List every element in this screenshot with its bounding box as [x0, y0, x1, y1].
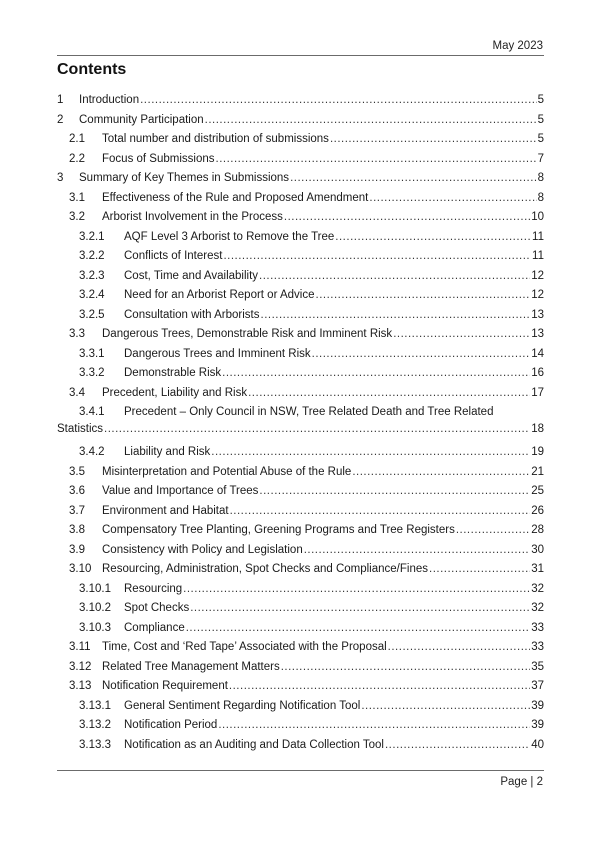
header-date: May 2023: [492, 40, 543, 52]
toc-entry[interactable]: [57, 520, 544, 540]
toc-entry-label: Dangerous Trees and Imminent Risk: [124, 347, 311, 360]
toc-entry-line: [79, 269, 544, 283]
toc-entry-page: 12: [531, 289, 544, 301]
toc-entry-line: [57, 93, 544, 107]
toc-entry-page: 25: [531, 485, 544, 497]
toc-entry-line: [69, 465, 544, 479]
toc-leader-dots: [429, 562, 530, 576]
toc-entry-label: Resourcing, Administration, Spot Checks and Compliance/Fines: [102, 563, 428, 575]
toc-entry-number: 2.1: [69, 133, 85, 145]
toc-entry-line: [79, 601, 544, 615]
toc-entry-label: Resourcing: [124, 582, 183, 595]
toc-entry-label-continued: Statistics: [57, 423, 104, 435]
toc-entry-label: Precedent – Only Council in NSW, Tree Related Death and Tree Related: [124, 406, 494, 418]
toc-entry-label: Liability and Risk: [124, 446, 211, 458]
toc-entry[interactable]: [57, 540, 544, 560]
toc-leader-dots: [312, 347, 531, 361]
toc-entry-line: [57, 171, 544, 185]
toc-entry-page: 32: [531, 582, 544, 595]
toc-entry-line: [79, 288, 544, 302]
toc-entry-line: [79, 308, 544, 322]
toc-leader-dots: [211, 445, 530, 459]
toc-entry[interactable]: [57, 168, 544, 188]
toc-entry-line: [69, 660, 544, 674]
toc-entry-second-line: [57, 422, 544, 436]
toc-entry-number: 3: [57, 172, 64, 184]
toc-entry-line: [69, 386, 544, 400]
toc-entry[interactable]: [57, 442, 544, 462]
toc-entry-line: [79, 230, 544, 244]
toc-entry-label: Summary of Key Themes in Submissions: [79, 172, 290, 184]
toc-entry-page: 8: [537, 172, 544, 184]
toc-entry-number: 3.13.1: [79, 699, 111, 712]
toc-entry[interactable]: [57, 207, 544, 227]
toc-leader-dots: [104, 422, 530, 436]
toc-entry-page: 13: [531, 308, 544, 321]
toc-entry-line: [69, 191, 544, 205]
toc-entry-label: Time, Cost and ‘Red Tape’ Associated with the Proposal: [102, 641, 387, 653]
toc-entry[interactable]: [57, 227, 544, 247]
toc-entry-label: General Sentiment Regarding Notification Tool: [124, 699, 361, 712]
toc-entry-page: 5: [537, 94, 544, 106]
toc-entry-number: 3.5: [69, 465, 85, 478]
toc-entry-page: 33: [531, 641, 544, 653]
toc-entry[interactable]: [57, 657, 544, 677]
toc-entry[interactable]: [57, 149, 544, 169]
toc-entry-page: 30: [531, 543, 544, 556]
toc-entry-label: Environment and Habitat: [102, 504, 229, 517]
toc-entry-label: Total number and distribution of submissions: [102, 133, 329, 145]
toc-entry-page: 39: [531, 719, 544, 731]
toc-leader-dots: [259, 484, 530, 498]
toc-leader-dots: [281, 660, 531, 674]
toc-entry-page: 16: [531, 367, 544, 379]
toc-entry-number: 3.1: [69, 191, 85, 204]
toc-leader-dots: [218, 718, 530, 732]
toc-entry-line: [69, 543, 544, 557]
toc-leader-dots: [284, 210, 530, 224]
toc-leader-dots: [229, 679, 530, 693]
toc-entry-label: Focus of Submissions: [102, 152, 215, 165]
toc-entry-label: Community Participation: [79, 113, 204, 126]
toc-leader-dots: [290, 171, 537, 185]
toc-entry-number: 3.3.1: [79, 347, 105, 360]
toc-entry-line: [69, 640, 544, 654]
toc-entry[interactable]: [57, 305, 544, 325]
toc-entry-page: 12: [531, 269, 544, 282]
toc-entry-number: 1: [57, 94, 64, 106]
toc-entry-label: Introduction: [79, 94, 140, 106]
toc-entry-line: [69, 504, 544, 518]
toc-entry-number: 3.2.1: [79, 230, 105, 243]
toc-entry-label: Precedent, Liability and Risk: [102, 386, 248, 399]
toc-entry-page: 17: [531, 386, 544, 399]
toc-entry-first-line: [79, 405, 544, 419]
toc-entry-number: 3.2.3: [79, 269, 105, 282]
toc-entry[interactable]: [57, 676, 544, 696]
toc-entry-label: Spot Checks: [124, 602, 190, 614]
toc-leader-dots: [304, 543, 530, 557]
toc-entry-page: 26: [531, 504, 544, 517]
toc-entry-page: 13: [531, 328, 544, 340]
toc-entry-page: 19: [531, 446, 544, 458]
toc-entry-line: [79, 347, 544, 361]
toc-entry-line: [79, 699, 544, 713]
toc-entry[interactable]: [57, 324, 544, 344]
toc-entry-number: 3.9: [69, 543, 85, 556]
toc-entry-line: [79, 366, 544, 380]
toc-entry-line: [69, 132, 544, 146]
toc-entry-label: Consultation with Arborists: [124, 308, 260, 321]
toc-entry-label: Cost, Time and Availability: [124, 269, 259, 282]
toc-leader-dots: [222, 366, 530, 380]
toc-entry-number: 2.2: [69, 152, 85, 165]
toc-entry-label: Conflicts of Interest: [124, 250, 223, 262]
toc-entry-page: 39: [531, 699, 544, 712]
toc-entry-line: [79, 718, 544, 732]
toc-entry[interactable]: [57, 90, 544, 110]
toc-entry-number: 3.6: [69, 485, 85, 497]
toc-entry-label: Dangerous Trees, Demonstrable Risk and Imminent Risk: [102, 328, 393, 340]
toc-entry-page: 40: [531, 738, 544, 751]
toc-entry-line: [57, 113, 544, 127]
toc-entry-number: 3.10.3: [79, 621, 111, 634]
toc-entry-number: 3.4: [69, 386, 85, 399]
toc-entry-page: 33: [531, 621, 544, 634]
header-divider: [57, 55, 544, 56]
toc-entry-number: 2: [57, 113, 64, 126]
toc-leader-dots: [190, 601, 530, 615]
toc-entry-label: Notification Period: [124, 719, 218, 731]
toc-entry-label: Notification Requirement: [102, 680, 228, 692]
toc-entry[interactable]: [57, 462, 544, 482]
toc-entry-label: Consistency with Policy and Legislation: [102, 543, 303, 556]
toc-leader-dots: [216, 152, 537, 166]
toc-entry[interactable]: [57, 559, 544, 579]
toc-entry-page: 5: [537, 133, 544, 145]
toc-entry[interactable]: [57, 501, 544, 521]
toc-entry-number: 3.2: [69, 211, 85, 223]
toc-entry-page: 21: [531, 465, 544, 478]
toc-leader-dots: [369, 191, 536, 205]
toc-leader-dots: [335, 230, 531, 244]
toc-leader-dots: [388, 640, 531, 654]
toc-entry-number: 3.3: [69, 328, 85, 340]
toc-entry-number: 3.4.1: [79, 406, 105, 418]
toc-entry-label: Need for an Arborist Report or Advice: [124, 289, 315, 301]
toc-entry-label: Notification as an Auditing and Data Collection Tool: [124, 738, 384, 751]
toc-leader-dots: [316, 288, 531, 302]
toc-entry[interactable]: [57, 383, 544, 403]
toc-entry-page: 35: [531, 660, 544, 673]
toc-entry-number: 3.13.3: [79, 738, 111, 751]
toc-leader-dots: [183, 582, 530, 596]
toc-entry-page: 28: [531, 524, 544, 536]
toc-entry[interactable]: [57, 344, 544, 364]
toc-entry[interactable]: [57, 696, 544, 716]
toc-entry[interactable]: [57, 363, 544, 383]
toc-entry-number: 3.2.5: [79, 308, 105, 321]
toc-entry-number: 3.4.2: [79, 446, 105, 458]
toc-entry[interactable]: [57, 129, 544, 149]
toc-leader-dots: [223, 249, 531, 263]
toc-entry-page: 11: [532, 230, 544, 243]
toc-entry-line: [79, 445, 544, 459]
toc-entry-number: 3.10: [69, 563, 92, 575]
toc-entry-number: 3.13.2: [79, 719, 111, 731]
toc-entry-number: 3.8: [69, 524, 85, 536]
toc-leader-dots: [140, 93, 536, 107]
toc-entry-label: Value and Importance of Trees: [102, 485, 259, 497]
toc-entry-page: 14: [531, 347, 544, 360]
toc-entry-page: 11: [532, 250, 544, 262]
toc-entry-line: [69, 327, 544, 341]
toc-entry-page: 10: [531, 211, 544, 223]
toc-leader-dots: [259, 269, 530, 283]
footer-page-number: Page | 2: [500, 776, 543, 788]
toc-entry[interactable]: [57, 110, 544, 130]
toc-entry-line: [69, 679, 544, 693]
toc-entry-label: Compliance: [124, 621, 185, 634]
toc-title: Contents: [57, 61, 127, 78]
toc-entry-page: 5: [537, 113, 544, 126]
toc-entry[interactable]: [57, 715, 544, 735]
toc-entry-line: [79, 582, 544, 596]
toc-leader-dots: [385, 738, 530, 752]
toc-entry-number: 3.3.2: [79, 367, 105, 379]
toc-entry[interactable]: [57, 402, 544, 442]
toc-leader-dots: [352, 465, 530, 479]
toc-entry-label: AQF Level 3 Arborist to Remove the Tree: [124, 230, 335, 243]
toc-entry-number: 3.12: [69, 660, 92, 673]
toc-entry-number: 3.13: [69, 680, 92, 692]
toc-entry-line: [69, 210, 544, 224]
toc-leader-dots: [393, 327, 530, 341]
toc-entry[interactable]: [57, 481, 544, 501]
toc-entry-label: Demonstrable Risk: [124, 367, 222, 379]
toc-entry-number: 3.2.2: [79, 250, 105, 262]
toc-entry[interactable]: [57, 285, 544, 305]
toc-entry-line: [79, 621, 544, 635]
toc-entry-line: [79, 738, 544, 752]
toc-leader-dots: [330, 132, 537, 146]
toc-entry-number: 3.11: [69, 641, 91, 653]
toc-entry[interactable]: [57, 735, 544, 755]
toc-entry-line: [69, 562, 544, 576]
toc-entry-label: Related Tree Management Matters: [102, 660, 280, 673]
toc-entry-label: Misinterpretation and Potential Abuse of the Rule: [102, 465, 352, 478]
toc-entry-page: 31: [531, 563, 544, 575]
toc-entry-line: [69, 484, 544, 498]
toc-entry-page: 18: [531, 423, 544, 435]
toc-leader-dots: [248, 386, 530, 400]
toc-entry-line: [69, 523, 544, 537]
toc-entry-page: 7: [537, 152, 544, 165]
toc-leader-dots: [261, 308, 531, 322]
toc-leader-dots: [205, 113, 537, 127]
toc-entry[interactable]: [57, 266, 544, 286]
toc-entry[interactable]: [57, 637, 544, 657]
toc-entry-number: 3.10.1: [79, 582, 111, 595]
toc-entry-page: 37: [531, 680, 544, 692]
toc-entry-page: 8: [537, 191, 544, 204]
toc-entry-page: 32: [531, 602, 544, 614]
toc-entry-line: [79, 249, 544, 263]
toc-leader-dots: [456, 523, 530, 537]
toc-leader-dots: [361, 699, 530, 713]
toc-entry[interactable]: [57, 618, 544, 638]
toc-entry[interactable]: [57, 598, 544, 618]
toc-leader-dots: [230, 504, 531, 518]
toc-entry-number: 3.2.4: [79, 289, 105, 301]
toc-entry-number: 3.10.2: [79, 602, 111, 614]
toc-entry-label: Effectiveness of the Rule and Proposed Amendment: [102, 191, 369, 204]
toc-leader-dots: [186, 621, 530, 635]
footer-divider: [57, 770, 544, 771]
toc-entry-number: 3.7: [69, 504, 85, 517]
toc-entry[interactable]: [57, 579, 544, 599]
toc-entry-line: [69, 152, 544, 166]
toc-entry-label: Arborist Involvement in the Process: [102, 211, 283, 223]
toc-entry[interactable]: [57, 246, 544, 266]
toc-entry-label: Compensatory Tree Planting, Greening Programs and Tree Registers: [102, 524, 455, 536]
table-of-contents: [57, 90, 544, 754]
toc-entry[interactable]: [57, 188, 544, 208]
